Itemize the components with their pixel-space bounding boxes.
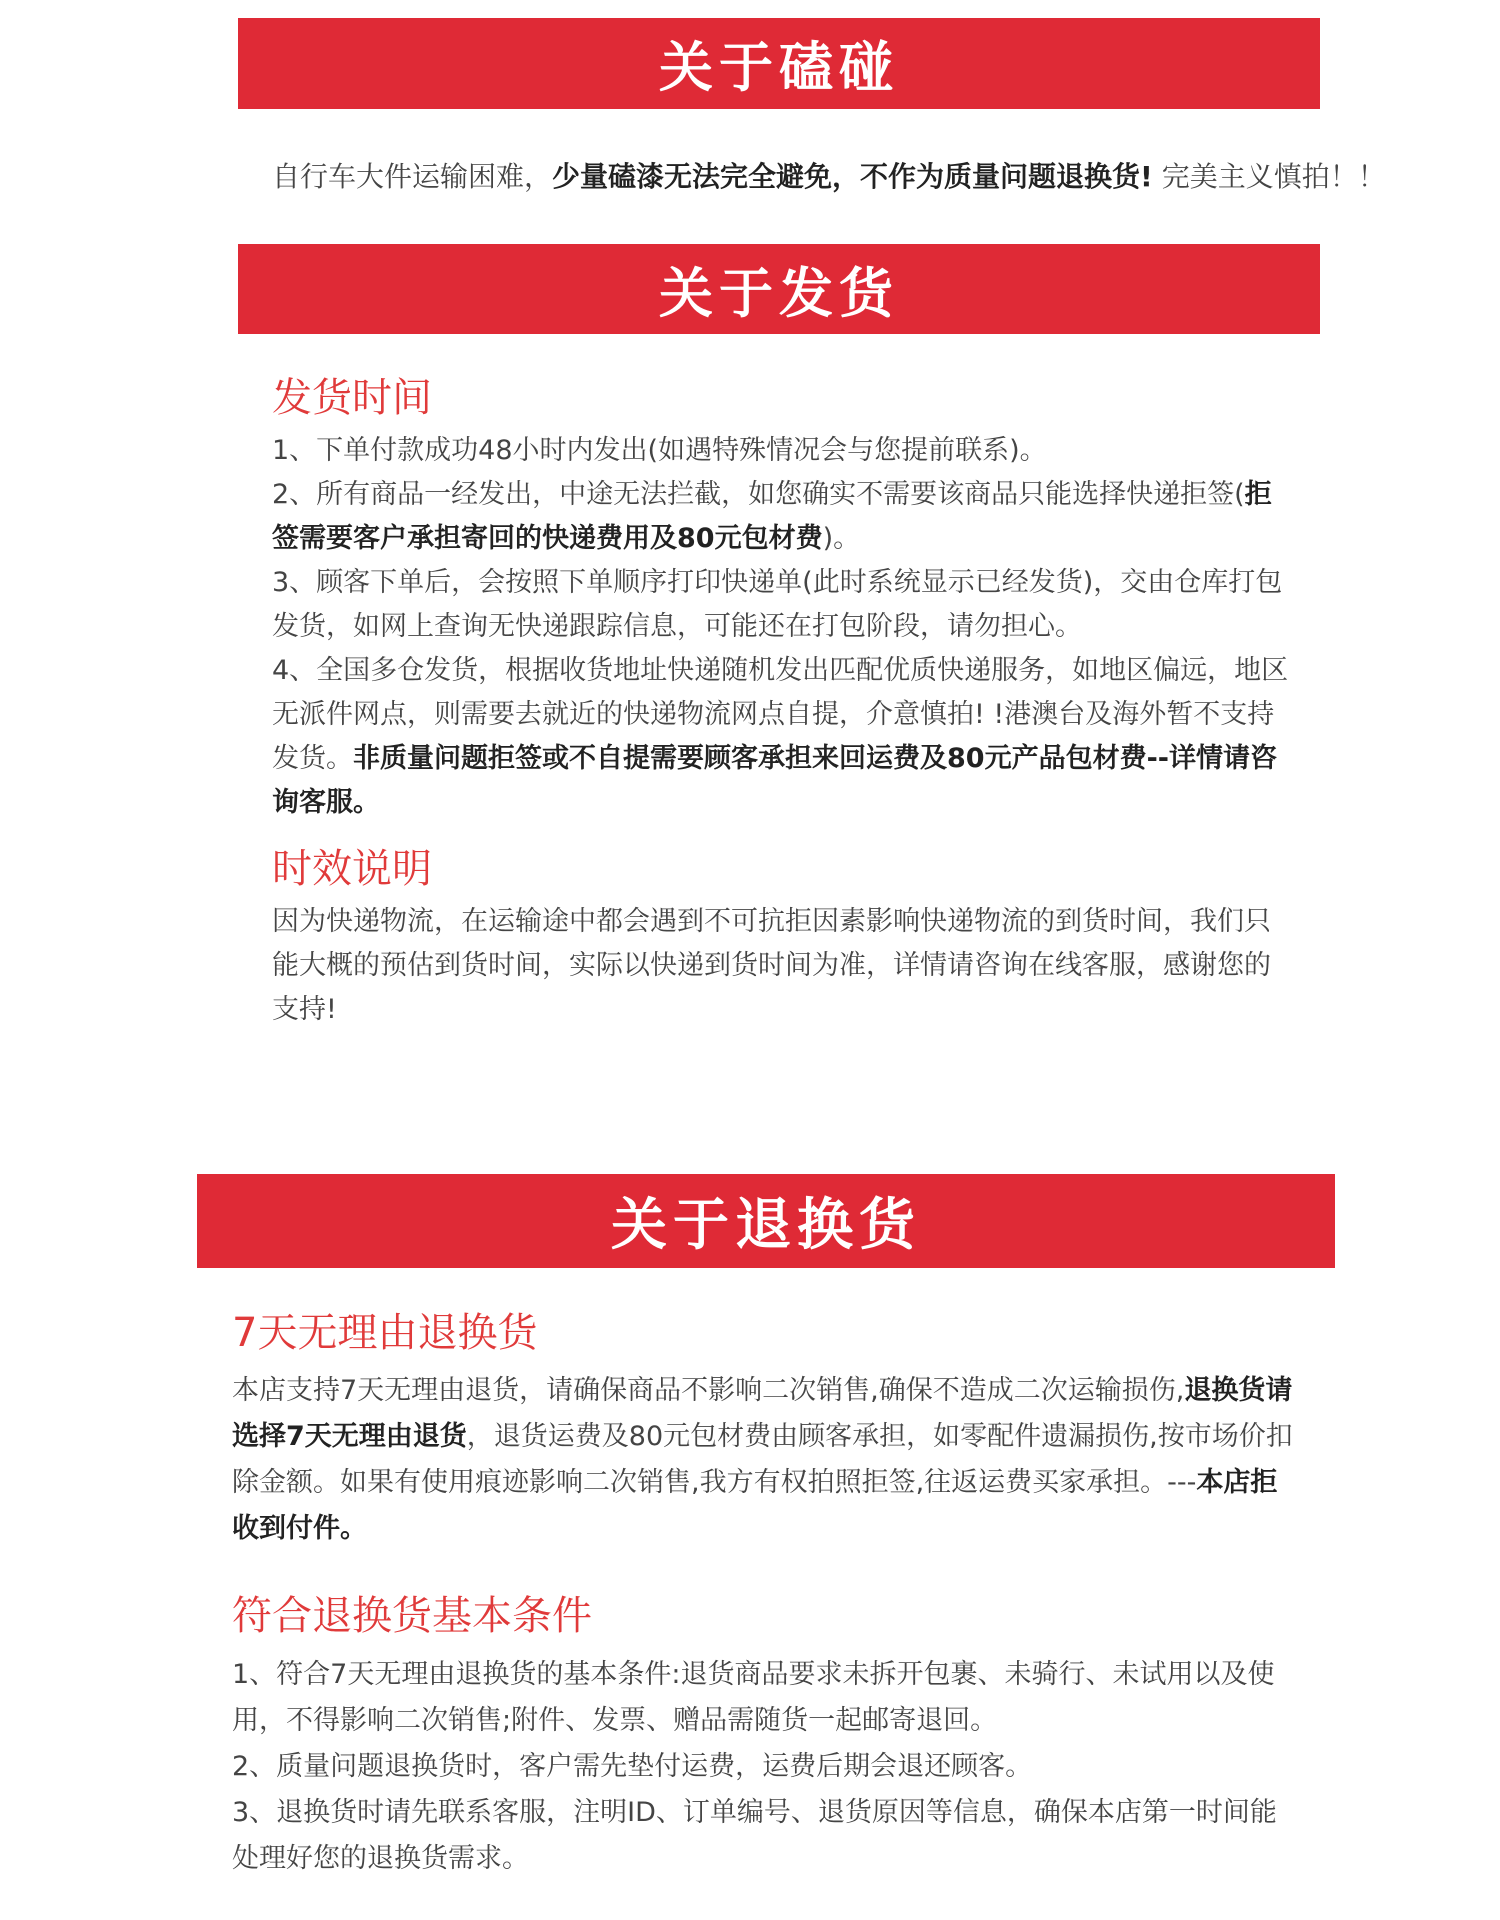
seven-day-bold-2: 本店拒收到付件。 bbox=[232, 1467, 1278, 1544]
timeliness-text bbox=[272, 900, 1290, 1032]
shipping-item-4 bbox=[272, 649, 1290, 825]
note-text-end: 完美主义慎拍！！ bbox=[1152, 160, 1386, 193]
banner-title: 关于发货 bbox=[659, 261, 899, 325]
seven-day-text bbox=[232, 1368, 1300, 1552]
banner-title: 关于磕碰 bbox=[659, 36, 899, 99]
section-banner-fahuo bbox=[238, 244, 1320, 334]
shipping-item-4-text: 4、全国多仓发货，根据收货地址快递随机发出匹配优质快递服务，如地区偏远，地区无派件网点，则需要去就近的快递物流网点自提，介意慎拍! !港澳台及海外暂不支持发货。 bbox=[272, 655, 1289, 774]
section-banner-pengpeng bbox=[238, 18, 1320, 109]
shipping-item-2-text: 2、所有商品一经发出，中途无法拦截，如您确实不需要该商品只能选择快递拒签( bbox=[272, 479, 1245, 510]
shipping-item-2 bbox=[272, 473, 1290, 561]
timeliness-paragraph: 因为快递物流，在运输途中都会遇到不可抗拒因素影响快递物流的到货时间，我们只能大概的预估到货时间，实际以快递到货时间为准，详情请咨询在线客服，感谢您的支持! bbox=[272, 906, 1271, 1025]
condition-item-3: 3、退换货时请先联系客服，注明ID、订单编号、退货原因等信息，确保本店第一时间能处理好您的退换货需求。 bbox=[232, 1797, 1277, 1874]
section-banner-tuihuan bbox=[197, 1174, 1335, 1268]
shipping-time-list bbox=[272, 429, 1290, 825]
subheading-timeliness: 时效说明 bbox=[272, 846, 432, 892]
seven-day-text-1: 本店支持7天无理由退货，请确保商品不影响二次销售,确保不造成二次运输损伤, bbox=[232, 1375, 1185, 1406]
subheading-conditions: 符合退换货基本条件 bbox=[232, 1593, 592, 1639]
subheading-shipping-time: 发货时间 bbox=[272, 375, 432, 421]
shipping-item-2-end: )。 bbox=[822, 523, 861, 554]
seven-day-text-2: ，退货运费及80元包材费由顾客承担，如零配件遗漏损伤,按市场价扣除金额。如果有使用痕迹影响二次销售,我方有权拍照拒签,往返运费买家承担。--- bbox=[232, 1421, 1293, 1498]
seven-day-paragraph bbox=[232, 1368, 1300, 1552]
pengpeng-note bbox=[272, 155, 1492, 199]
note-bold-text: 少量磕漆无法完全避免，不作为质量问题退换货! bbox=[552, 160, 1153, 193]
banner-title: 关于退换货 bbox=[611, 1193, 921, 1258]
subheading-seven-day: 7天无理由退换货 bbox=[232, 1310, 538, 1356]
conditions-list bbox=[232, 1652, 1300, 1882]
shipping-item-2-bold: 拒签需要客户承担寄回的快递费用及80元包材费 bbox=[272, 479, 1272, 554]
shipping-item-4-bold: 非质量问题拒签或不自提需要顾客承担来回运费及80元产品包材费--详情请咨询客服。 bbox=[272, 743, 1277, 818]
shipping-item-3: 3、顾客下单后，会按照下单顺序打印快递单(此时系统显示已经发货)，交由仓库打包发货，如网上查询无快递跟踪信息，可能还在打包阶段，请勿担心。 bbox=[272, 567, 1283, 642]
shipping-item-1: 1、下单付款成功48小时内发出(如遇特殊情况会与您提前联系)。 bbox=[272, 435, 1047, 466]
seven-day-bold-1: 退换货请选择7天无理由退货 bbox=[232, 1375, 1293, 1452]
note-text: 自行车大件运输困难， bbox=[272, 160, 553, 193]
condition-item-1: 1、符合7天无理由退换货的基本条件:退货商品要求未拆开包裹、未骑行、未试用以及使用，不得影响二次销售;附件、发票、赠品需随货一起邮寄退回。 bbox=[232, 1659, 1275, 1736]
condition-item-2: 2、质量问题退换货时，客户需先垫付运费，运费后期会退还顾客。 bbox=[232, 1751, 1033, 1782]
